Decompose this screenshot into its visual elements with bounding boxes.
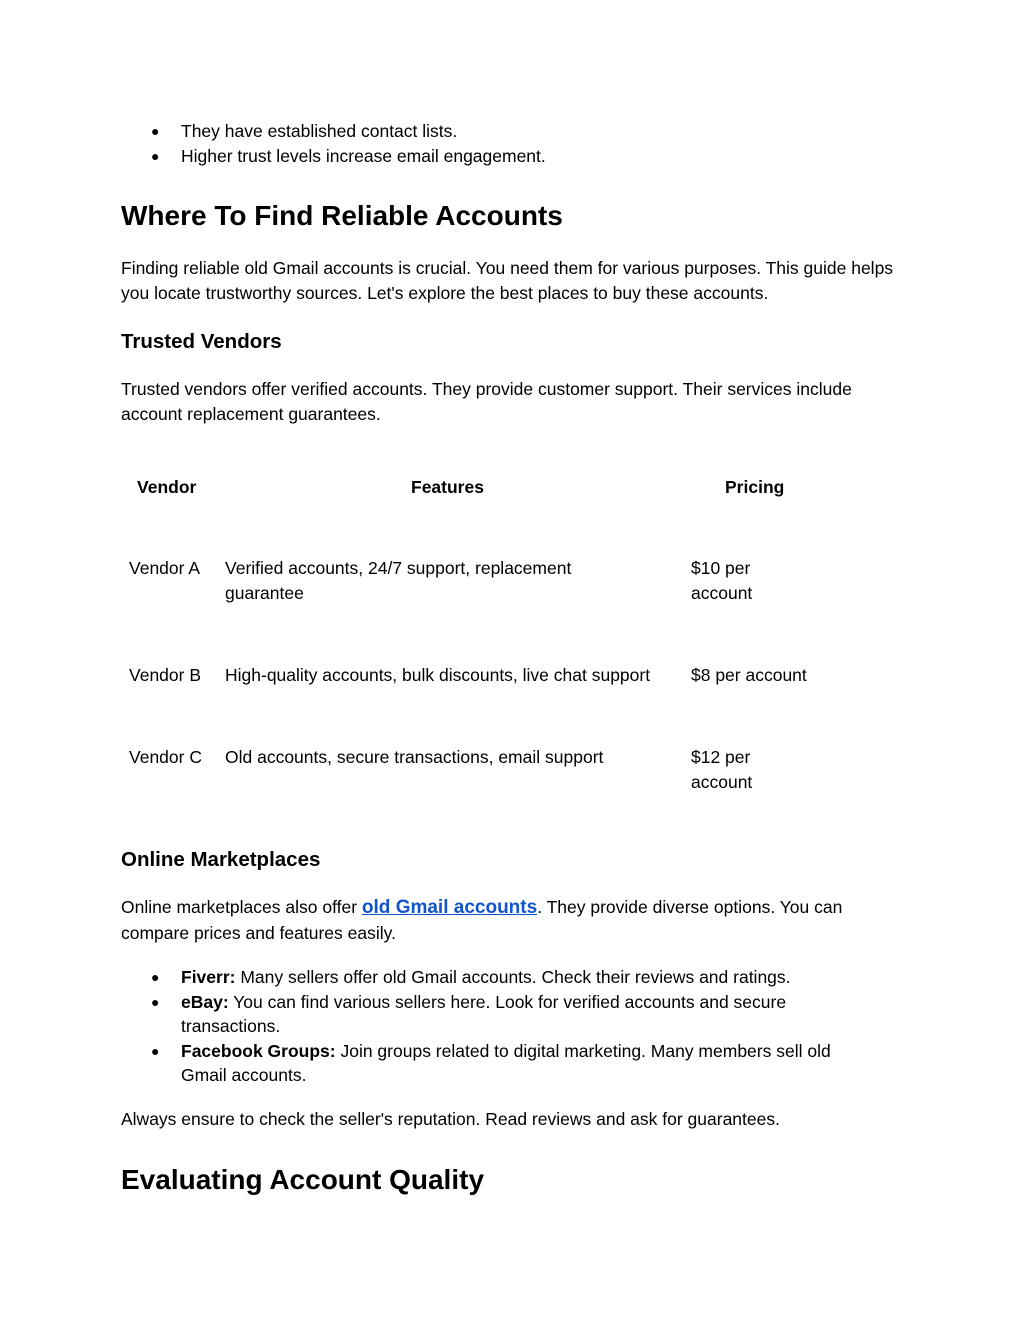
list-item: ● Fiverr: Many sellers offer old Gmail accounts. Check their reviews and ratings. — [121, 965, 881, 990]
bullet-icon: ● — [151, 969, 160, 985]
table-cell-pricing: account — [691, 771, 753, 792]
bullet-icon: ● — [151, 993, 160, 1010]
trusted-vendors-paragraph: Trusted vendors offer verified accounts. They provide customer support. Their services include account replacement guarantees. — [121, 379, 852, 424]
table-cell-vendor: Vendor B — [129, 665, 201, 685]
bullet-icon: ● — [151, 1042, 160, 1059]
table-header-vendor: Vendor — [137, 477, 197, 497]
subheading-trusted-vendors: Trusted Vendors — [121, 330, 282, 353]
table-cell-pricing: $8 per account — [691, 665, 807, 685]
table-cell-pricing: account — [691, 582, 753, 603]
marketplaces-bullet-list — [121, 965, 881, 1088]
table-header-pricing: Pricing — [725, 477, 785, 497]
marketplaces-closing: Always ensure to check the seller's reputation. Read reviews and ask for guarantees. — [121, 1109, 780, 1129]
section-paragraph: Finding reliable old Gmail accounts is crucial. You need them for various purposes. This guide helps you locate trustworthy sources. Let's explore the best places to buy these accounts. — [121, 258, 894, 303]
bullet-icon: ● — [151, 147, 160, 164]
table-cell-features: High-quality accounts, bulk discounts, live chat support — [225, 665, 651, 685]
table-cell-vendor: Vendor C — [129, 747, 202, 767]
table-cell-features: guarantee — [225, 582, 304, 603]
old-gmail-accounts-link[interactable]: old Gmail accounts — [361, 897, 538, 918]
table-cell-vendor: Vendor A — [129, 558, 201, 578]
list-item: ● eBay: You can find various sellers here. Look for verified accounts and secure transactions. — [151, 991, 787, 1036]
table-cell-features: Old accounts, secure transactions, email support — [225, 747, 604, 767]
list-item: ● Higher trust levels increase email engagement. — [121, 144, 901, 169]
table-cell-pricing: $10 per — [691, 558, 751, 578]
intro-bullet-list — [121, 119, 901, 168]
bullet-icon: ● — [151, 123, 160, 139]
list-item: ● Facebook Groups: Join groups related to digital marketing. Many members sell old Gmail accounts. — [151, 1040, 831, 1085]
table-header-features: Features — [411, 477, 484, 497]
section-heading-evaluating-quality: Evaluating Account Quality — [121, 1164, 485, 1195]
list-item: ● They have established contact lists. — [121, 119, 901, 144]
subheading-online-marketplaces: Online Marketplaces — [121, 848, 321, 871]
table-cell-pricing: $12 per — [691, 747, 751, 767]
table-cell-features: Verified accounts, 24/7 support, replacement — [225, 558, 572, 578]
marketplaces-paragraph: Online marketplaces also offer old Gmail accounts. They provide diverse options. You can compare prices and features easily. — [121, 897, 843, 943]
section-heading-find-accounts: Where To Find Reliable Accounts — [121, 200, 563, 231]
